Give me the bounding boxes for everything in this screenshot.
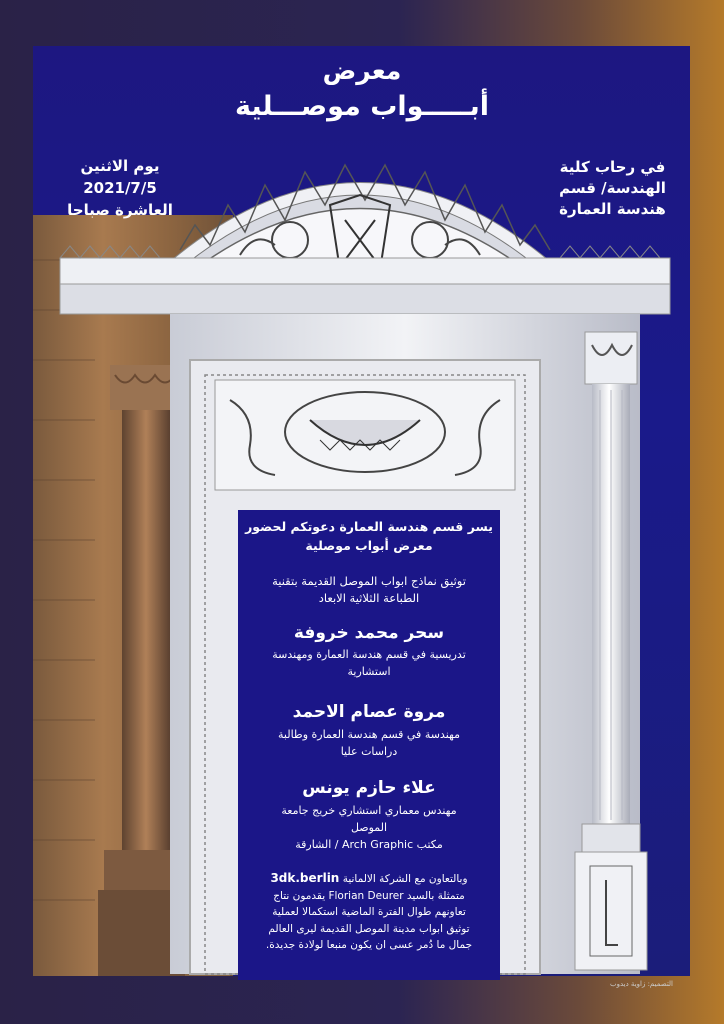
company-name: 3dk.berlin (270, 871, 340, 885)
cooperation-text (238, 870, 500, 954)
designer-credit: التصميم: زاوية ديدوب (610, 980, 674, 988)
presenter-1 (238, 623, 500, 680)
event-time: العاشرة صباحا (67, 201, 173, 219)
presenter-2 (238, 702, 500, 760)
cooperation-line4: توثيق ابواب مدينة الموصل القديمة ليرى العالم (268, 922, 470, 935)
invitation-text (238, 517, 500, 555)
presenter-role: مكتب Arch Graphic / الشارقة (295, 838, 443, 851)
description-text (238, 573, 500, 607)
info-box (238, 510, 500, 980)
title-line2: أبـــــواب موصـــلية (234, 91, 490, 122)
cooperation-line1 (238, 870, 500, 888)
page-title (0, 55, 724, 127)
cooperation-prefix: وبالتعاون مع الشركة الالمانية (342, 873, 468, 885)
presenter-role: مهندس معماري استشاري خريج جامعة (281, 804, 457, 817)
title-line1: معرض (322, 56, 402, 85)
venue-line3: هندسة العمارة (559, 200, 666, 218)
presenter-role: الموصل (350, 821, 388, 834)
event-date: 2021/7/5 (83, 179, 157, 197)
cooperation-line5: جمال ما دُمر عسى ان يكون منبعا لولادة جديدة. (265, 939, 473, 951)
presenter-role: استشارية (347, 665, 391, 678)
presenter-role: مهندسة في قسم هندسة العمارة وطالبة (278, 728, 460, 741)
presenter-name: مروة عصام الاحمد (292, 702, 446, 722)
presenter-name: سحر محمد خروفة (293, 623, 445, 643)
presenter-role: دراسات عليا (340, 745, 398, 758)
invitation-line2: معرض أبواب موصلية (305, 538, 433, 553)
presenter-role: تدريسية في قسم هندسة العمارة ومهندسة (272, 648, 466, 661)
presenter-name: علاء حازم يونس (302, 778, 436, 798)
presenter-3 (238, 778, 500, 853)
venue-line2: الهندسة/ قسم (559, 179, 666, 197)
description-line2: الطباعة الثلاثية الابعاد (318, 591, 420, 605)
venue-line1: في رحاب كلية (559, 158, 666, 176)
event-day: يوم الاثنين (80, 157, 160, 175)
event-venue-info (545, 157, 680, 220)
event-date-info (55, 155, 185, 221)
cooperation-line3: تعاونهم طوال الفترة الماضية استكمالا لعملية (272, 906, 466, 918)
invitation-line1: يسر قسم هندسة العمارة دعوتكم لحضور (245, 519, 493, 534)
description-line1: توثيق نماذج ابواب الموصل القديمة بتقنية (272, 574, 466, 588)
cooperation-line2: متمثلة بالسيد Florian Deurer يقدمون نتاج (273, 889, 465, 902)
